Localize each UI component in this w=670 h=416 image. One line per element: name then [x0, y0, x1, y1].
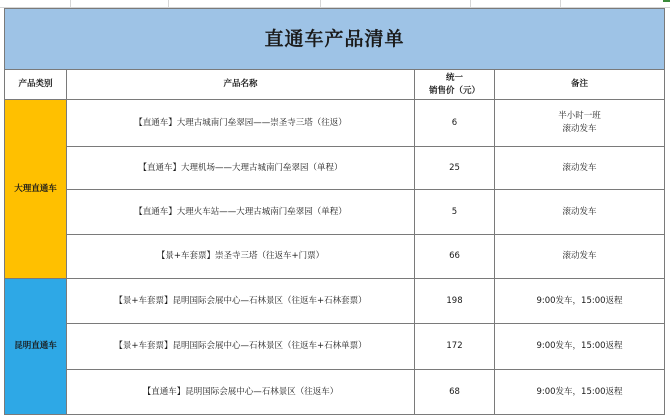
product-name-cell[interactable]: 【直通车】大理机场——大理古城南门垒翠园（单程）: [67, 147, 415, 190]
product-name-cell[interactable]: 【直通车】大理古城南门垒翠园——崇圣寺三塔（往返）: [67, 100, 415, 147]
note-cell[interactable]: 滚动发车: [495, 147, 665, 190]
note-line: 滚动发车: [562, 124, 597, 134]
note-cell[interactable]: 9:00发车，15:00返程: [495, 279, 665, 324]
note-cell[interactable]: 9:00发车，15:00返程: [495, 370, 665, 415]
product-name-cell[interactable]: 【景+车套票】昆明国际会展中心—石林景区（往返车+石林单票）: [67, 324, 415, 370]
note-cell[interactable]: 滚动发车: [495, 235, 665, 279]
price-cell[interactable]: 198: [415, 279, 495, 324]
selection-corner-mark: [663, 0, 670, 2]
table-title[interactable]: 直通车产品清单: [5, 9, 665, 70]
product-name-cell[interactable]: 【直通车】昆明国际会展中心—石林景区（往返车）: [67, 370, 415, 415]
category-dali[interactable]: 大理直通车: [5, 100, 67, 279]
note-line: 半小时一班: [558, 111, 601, 121]
note-cell[interactable]: [495, 100, 665, 147]
price-cell[interactable]: 68: [415, 370, 495, 415]
header-category[interactable]: 产品类别: [5, 70, 67, 100]
header-product-name[interactable]: 产品名称: [67, 70, 415, 100]
price-cell[interactable]: 172: [415, 324, 495, 370]
price-cell[interactable]: 66: [415, 235, 495, 279]
price-cell[interactable]: 5: [415, 190, 495, 235]
product-name-cell[interactable]: 【直通车】大理火车站——大理古城南门垒翠园（单程）: [67, 190, 415, 235]
product-name-cell[interactable]: 【景+车套票】崇圣寺三塔（往返车+门票）: [67, 235, 415, 279]
header-price[interactable]: [415, 70, 495, 100]
product-name-cell[interactable]: 【景+车套票】昆明国际会展中心—石林景区（往返车+石林套票）: [67, 279, 415, 324]
price-cell[interactable]: 6: [415, 100, 495, 147]
sheet-gridlines: [0, 0, 670, 8]
category-kunming[interactable]: 昆明直通车: [5, 279, 67, 415]
product-list-table: [4, 8, 665, 415]
header-note[interactable]: 备注: [495, 70, 665, 100]
note-cell[interactable]: 滚动发车: [495, 190, 665, 235]
note-cell[interactable]: 9:00发车，15:00返程: [495, 324, 665, 370]
price-cell[interactable]: 25: [415, 147, 495, 190]
sheet-edge: [665, 8, 670, 416]
header-price-line2: 销售价（元）: [428, 85, 480, 96]
header-price-line1: 统一: [445, 72, 463, 83]
